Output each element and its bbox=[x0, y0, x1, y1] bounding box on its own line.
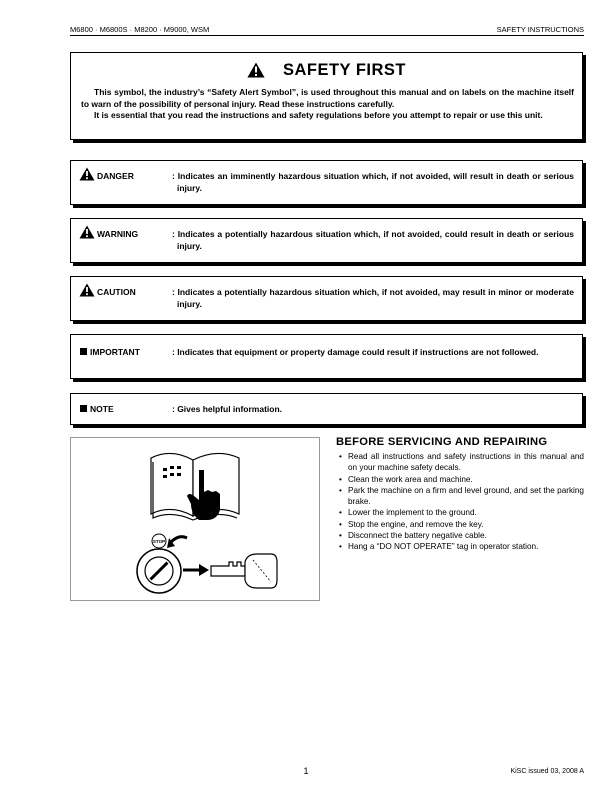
page-number: 1 bbox=[303, 766, 309, 776]
safety-first-heading bbox=[71, 61, 582, 83]
before-servicing-title: BEFORE SERVICING AND REPAIRING bbox=[336, 436, 548, 448]
header-section: SAFETY INSTRUCTIONS bbox=[496, 25, 584, 34]
stop-label: STOP bbox=[152, 539, 166, 544]
signal-description: : Gives helpful information. bbox=[172, 404, 283, 414]
safety-first-para2: It is essential that you read the instructions and safety regulations before you attempt to repair or use this unit. bbox=[94, 110, 543, 121]
signal-description: : Indicates an imminently hazardous situation which, if not avoided, will result in death or serious injury. bbox=[172, 171, 574, 193]
signal-description: : Indicates a potentially hazardous situation which, if not avoided, could result in death or serious injury. bbox=[172, 229, 574, 251]
signal-box-danger bbox=[70, 160, 583, 205]
signal-description: : Indicates that equipment or property damage could result if instructions are not followed. bbox=[172, 347, 539, 357]
alert-triangle-icon bbox=[79, 283, 95, 297]
alert-triangle-icon bbox=[79, 167, 95, 181]
signal-box-caution bbox=[70, 276, 583, 321]
list-item: • Park the machine on a firm and level ground, and set the parking brake. bbox=[336, 485, 584, 508]
signal-label-text: CAUTION bbox=[97, 287, 136, 297]
list-item: • Read all instructions and safety instructions in this manual and on your machine safety decals. bbox=[336, 451, 584, 474]
issued-label: KiSC issued 03, 2008 A bbox=[510, 768, 584, 775]
signal-label-text: WARNING bbox=[97, 229, 139, 239]
safety-first-title: SAFETY FIRST bbox=[282, 61, 407, 79]
key-icon bbox=[211, 554, 277, 588]
signal-box-note bbox=[70, 393, 583, 425]
safety-first-box bbox=[70, 52, 583, 140]
signal-label bbox=[79, 229, 138, 239]
signal-description: : Indicates a potentially hazardous situation which, if not avoided, may result in minor or moderate injury. bbox=[172, 287, 574, 309]
signal-label bbox=[79, 404, 114, 414]
signal-label-text: DANGER bbox=[97, 171, 134, 181]
safety-first-body bbox=[81, 87, 574, 122]
before-servicing-list bbox=[336, 451, 584, 553]
illustration-box bbox=[70, 437, 320, 601]
ignition-switch-icon bbox=[137, 549, 181, 593]
signal-label bbox=[79, 287, 136, 297]
list-item: • Hang a “DO NOT OPERATE” tag in operator station. bbox=[336, 541, 584, 552]
alert-triangle-icon bbox=[247, 62, 265, 83]
safety-first-para1: This symbol, the industry’s “Safety Alert Symbol”, is used throughout this manual and on labels on the machine itself to warn of the possibility of personal injury. Read these instructions carefully. bbox=[81, 87, 574, 109]
header-models: M6800 · M6800S · M8200 · M9000, WSM bbox=[70, 25, 210, 34]
signal-box-warning bbox=[70, 218, 583, 263]
header-rule bbox=[70, 35, 584, 36]
black-square-icon bbox=[80, 405, 87, 412]
list-item: • Disconnect the battery negative cable. bbox=[336, 530, 584, 541]
black-square-icon bbox=[80, 348, 87, 355]
list-item: • Lower the implement to the ground. bbox=[336, 507, 584, 518]
list-item: • Clean the work area and machine. bbox=[336, 474, 584, 485]
signal-label bbox=[79, 171, 134, 181]
manual-and-key-illustration bbox=[71, 438, 319, 600]
stop-engine-icon bbox=[152, 534, 187, 548]
signal-label bbox=[79, 347, 140, 357]
signal-label-text: IMPORTANT bbox=[90, 347, 140, 357]
signal-box-important bbox=[70, 334, 583, 379]
list-item: • Stop the engine, and remove the key. bbox=[336, 519, 584, 530]
signal-label-text: NOTE bbox=[90, 404, 114, 414]
alert-triangle-icon bbox=[79, 225, 95, 239]
